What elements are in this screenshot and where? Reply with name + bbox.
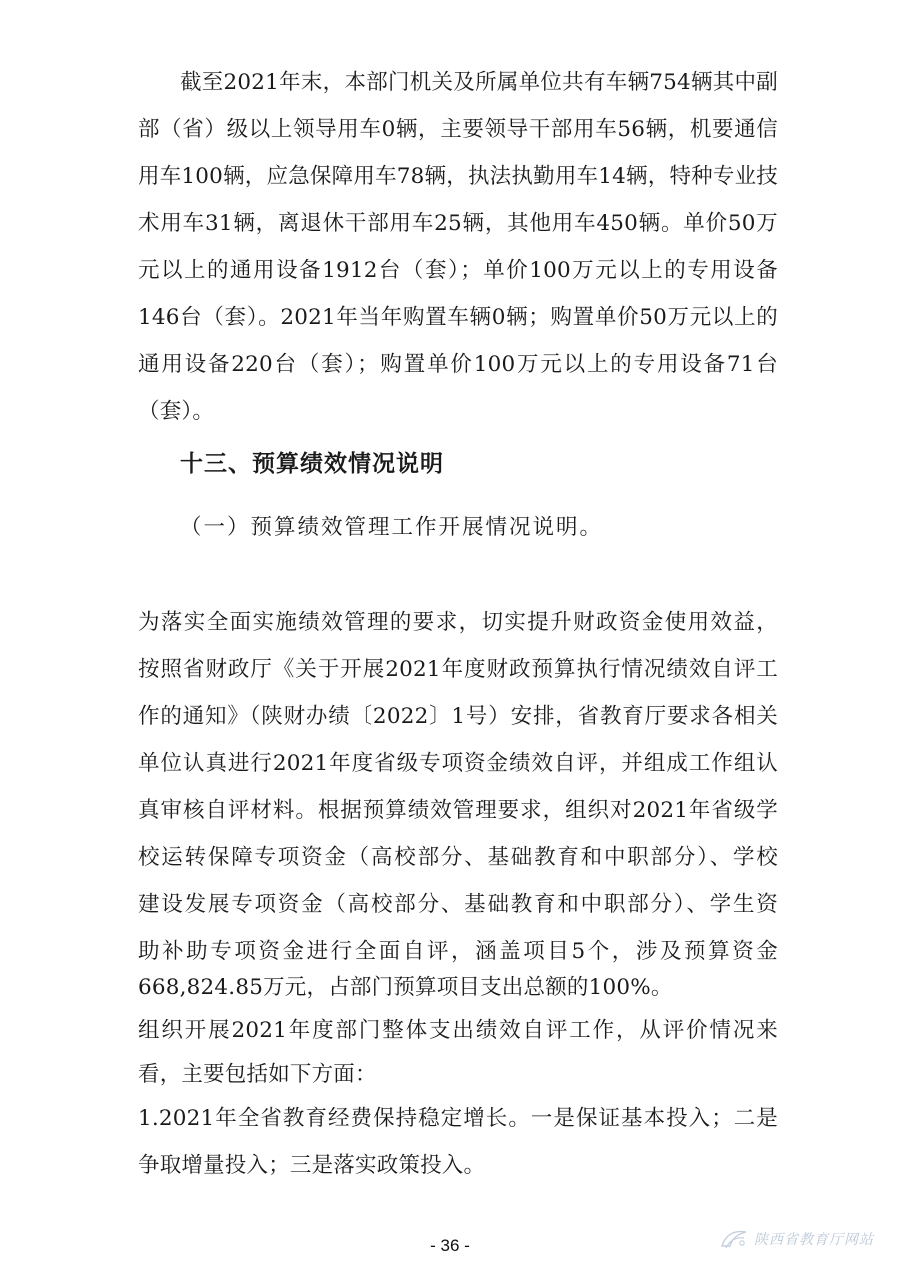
text-line: 校运转保障专项资金（高校部分、基础教育和中职部分）、学校 <box>138 845 778 870</box>
text-line: （套）。 <box>138 399 215 424</box>
text-line: 通用设备220台（套）；购置单价100万元以上的专用设备71台 <box>138 352 778 377</box>
text-line: 668,824.85万元，占部门预算项目支出总额的100%。 <box>138 975 673 1000</box>
subsection-heading: （一）预算绩效管理工作开展情况说明。 <box>180 515 604 540</box>
watermark-text: 陕西省教育厅网站 <box>754 1232 874 1248</box>
section-heading: 十三、预算绩效情况说明 <box>180 451 444 477</box>
text-line: 单位认真进行2021年度省级专项资金绩效自评，并组成工作组认 <box>138 751 778 776</box>
site-watermark <box>720 1226 890 1252</box>
text-line: 看，主要包括如下方面： <box>138 1062 377 1087</box>
page-number: - 36 - <box>430 1236 470 1255</box>
text-line: 为落实全面实施绩效管理的要求，切实提升财政资金使用效益， <box>138 610 778 635</box>
text-line: 组织开展2021年度部门整体支出绩效自评工作，从评价情况来 <box>138 1018 778 1043</box>
watermark-logo-icon <box>720 1228 748 1250</box>
text-line: 部（省）级以上领导用车0辆，主要领导干部用车56辆，机要通信 <box>138 117 778 142</box>
text-line: 用车100辆，应急保障用车78辆，执法执勤用车14辆，特种专业技 <box>138 164 778 189</box>
text-line: 建设发展专项资金（高校部分、基础教育和中职部分）、学生资 <box>138 892 778 917</box>
text-line: 截至2021年末，本部门机关及所属单位共有车辆754辆其中副 <box>180 70 778 95</box>
text-line: 作的通知》（陕财办绩〔2022〕1号）安排，省教育厅要求各相关 <box>138 704 778 729</box>
text-line: 术用车31辆，离退休干部用车25辆，其他用车450辆。单价50万 <box>138 211 778 236</box>
text-line: 146台（套）。2021年当年购置车辆0辆；购置单价50万元以上的 <box>138 305 778 330</box>
text-line: 助补助专项资金进行全面自评，涵盖项目5个，涉及预算资金 <box>138 939 778 964</box>
text-line: 1.2021年全省教育经费保持稳定增长。一是保证基本投入；二是 <box>138 1106 778 1131</box>
text-line: 元以上的通用设备1912台（套）；单价100万元以上的专用设备 <box>138 258 778 283</box>
text-line: 真审核自评材料。根据预算绩效管理要求，组织对2021年省级学 <box>138 798 778 823</box>
text-line: 按照省财政厅《关于开展2021年度财政预算执行情况绩效自评工 <box>138 657 778 682</box>
text-line: 争取增量投入；三是落实政策投入。 <box>138 1153 486 1178</box>
